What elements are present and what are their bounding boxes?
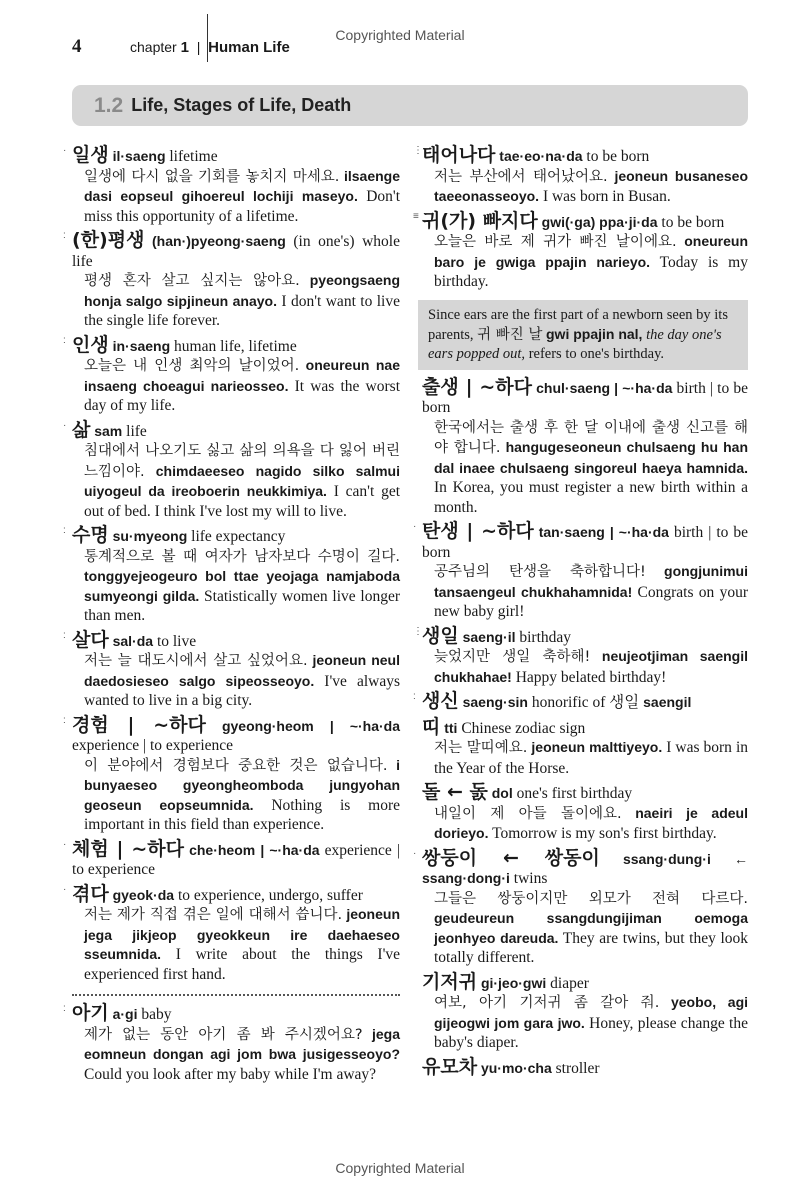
example-translation: I was born in Busan. bbox=[542, 188, 671, 205]
romanization: a·gi bbox=[112, 1006, 138, 1022]
headword: 귀(가) 빠지다 bbox=[422, 209, 538, 232]
romanization: (han·)pyeong·saeng bbox=[152, 233, 286, 249]
chapter-separator: | bbox=[192, 39, 205, 55]
example-romanization: hangugeseoneun chulsaeng hu han dal inaee chulsaeng singoreul haeya hamnida. bbox=[434, 439, 748, 476]
example-sentence bbox=[434, 562, 748, 622]
headword: 생일 bbox=[422, 624, 459, 647]
definition: baby bbox=[141, 1006, 172, 1023]
dictionary-entry bbox=[413, 624, 749, 688]
example-translation: In Korea, you must register a new birth within a month. bbox=[434, 479, 748, 516]
section-number: 1.2 bbox=[94, 93, 124, 117]
example-sentence bbox=[84, 271, 400, 331]
example-translation: I can't get out of bed. I think I've lost my will to live. bbox=[84, 483, 401, 520]
frequency-marker-icon: · bbox=[63, 883, 67, 895]
dictionary-entry bbox=[413, 144, 749, 207]
dictionary-entry bbox=[63, 144, 401, 226]
example-romanization: geudeureun ssangdungijiman oemoga jeonhyeo dareuda. bbox=[434, 910, 748, 946]
chapter-title: Human Life bbox=[208, 39, 290, 56]
definition: honorific of 생일 bbox=[531, 694, 640, 711]
frequency-marker-icon: : bbox=[63, 230, 66, 241]
example-romanization: tonggyejeogeuro bol ttae yeojaga namjaboda sumyeongi gilda. bbox=[84, 568, 400, 604]
example-translation: Tomorrow is my son's first birthday. bbox=[492, 825, 717, 842]
example-romanization: jega eomneun dongan agi jom bwa jusigesseoyo? bbox=[84, 1025, 400, 1062]
romanization: chul·saeng | ~·ha·da bbox=[536, 379, 673, 396]
dictionary-entry bbox=[63, 333, 400, 416]
example-romanization: jeoneun busaneseo taeeonasseoyo. bbox=[434, 167, 749, 204]
dictionary-entry bbox=[63, 882, 400, 985]
dictionary-entry bbox=[422, 970, 749, 1053]
example-romanization: ilsaenge dasi eopseul gihoereul lochiji maseyo. bbox=[84, 167, 401, 204]
section-banner bbox=[72, 85, 748, 126]
definition: birthday bbox=[519, 628, 572, 646]
example-sentence bbox=[84, 356, 400, 416]
romanization: tae·eo·na·da bbox=[499, 148, 583, 164]
frequency-marker-icon: · bbox=[63, 838, 67, 850]
headword: 아기 bbox=[72, 1002, 109, 1024]
example-romanization: gongjunimui tansaengeul chukhahamnida! bbox=[434, 563, 748, 600]
headword: 탄생 | ~하다 bbox=[422, 520, 534, 542]
right-column bbox=[413, 144, 749, 1083]
dictionary-entry bbox=[63, 418, 401, 522]
headword: 수명 bbox=[72, 524, 109, 546]
romanization: tan·saeng | ~·ha·da bbox=[538, 524, 669, 540]
frequency-marker-icon: ⋮ bbox=[413, 625, 423, 637]
romanization: il·saeng bbox=[112, 148, 166, 164]
example-korean: 제가 없는 동안 아기 좀 봐 주시겠어요? bbox=[84, 1026, 363, 1043]
example-translation: Don't miss this opportunity of a lifetime. bbox=[84, 188, 401, 225]
frequency-marker-icon: · bbox=[63, 419, 67, 431]
example-romanization: naeiri je adeul dorieyo. bbox=[434, 804, 749, 841]
example-korean: 이 분야에서 경험보다 중요한 것은 없습니다. bbox=[84, 757, 388, 774]
example-sentence bbox=[434, 647, 748, 687]
romanization: su·myeong bbox=[112, 528, 188, 544]
example-korean: 저는 말띠예요. bbox=[434, 740, 528, 756]
example-translation: I've always wanted to live in a big city. bbox=[84, 672, 400, 709]
romanization: tti bbox=[444, 719, 458, 736]
example-romanization: oneureun nae insaeng choeagui narieosseo. bbox=[84, 357, 400, 394]
headword: 겪다 bbox=[72, 882, 109, 905]
headword: 기저귀 bbox=[422, 970, 478, 993]
example-romanization: oneureun baro je gwiga ppajin narieyo. bbox=[434, 233, 748, 270]
romanization: yu·mo·cha bbox=[480, 1059, 552, 1076]
definition-romanization: saengil bbox=[643, 694, 692, 710]
definition: human life, lifetime bbox=[174, 337, 297, 355]
definition: Chinese zodiac sign bbox=[461, 719, 586, 737]
romanization: sal·da bbox=[112, 632, 154, 649]
example-korean: 저는 늘 대도시에서 살고 싶었어요. bbox=[84, 653, 308, 669]
definition: to live bbox=[156, 632, 197, 650]
example-sentence bbox=[434, 232, 748, 292]
frequency-marker-icon: : bbox=[413, 691, 416, 702]
chapter-label: chapter bbox=[130, 39, 177, 55]
dictionary-entry bbox=[413, 520, 749, 622]
dictionary-entry bbox=[422, 715, 748, 779]
example-translation: Could you look after my baby while I'm away? bbox=[84, 1065, 377, 1083]
example-sentence bbox=[84, 1025, 400, 1085]
dictionary-entry bbox=[413, 209, 748, 292]
romanization: in·saeng bbox=[112, 337, 171, 354]
headword: 경험 | ~하다 bbox=[72, 713, 206, 736]
romanization: ssang·dung·i ← ssang·dong·i bbox=[422, 850, 748, 886]
example-translation: Congrats on your new baby girl! bbox=[434, 583, 748, 620]
note-text: refers to one's birthday. bbox=[528, 345, 665, 362]
running-header bbox=[130, 39, 290, 56]
romanization: saeng·il bbox=[462, 628, 516, 645]
dictionary-entry bbox=[63, 837, 400, 880]
romanization: gwi(·ga) ppa·ji·da bbox=[541, 213, 658, 230]
left-column bbox=[63, 144, 401, 1089]
section-title: Life, Stages of Life, Death bbox=[131, 95, 352, 115]
example-korean: 늦었지만 생일 축하해! bbox=[434, 649, 591, 665]
romanization: sam bbox=[94, 422, 123, 439]
usage-note bbox=[418, 300, 748, 370]
example-translation: Nothing is more important in this field than experience. bbox=[84, 796, 400, 833]
example-romanization: jeoneun neul daedosieseo salgo sipeosseoyo. bbox=[84, 652, 400, 689]
dictionary-entry bbox=[413, 846, 748, 968]
headword: (한)평생 bbox=[72, 229, 145, 251]
copyright-notice-bottom: Copyrighted Material bbox=[335, 1160, 465, 1176]
headword: 살다 bbox=[72, 628, 109, 651]
example-sentence bbox=[84, 167, 400, 227]
frequency-marker-icon: ≡ bbox=[413, 210, 419, 222]
example-romanization: pyeongsaeng honja salgo sipjineun anayo. bbox=[84, 272, 400, 309]
definition: lifetime bbox=[169, 148, 218, 165]
example-korean: 통계적으로 볼 때 여자가 남자보다 수명이 길다. bbox=[84, 548, 400, 565]
example-translation: Statistically women live longer than men. bbox=[84, 587, 401, 624]
definition: experience | to experience bbox=[72, 737, 234, 754]
example-korean: 침대에서 나오기도 싫고 삶의 의욕을 다 잃어 버린 느낌이야. bbox=[84, 443, 400, 480]
copyright-notice-top: Copyrighted Material bbox=[335, 27, 465, 43]
headword: 일생 bbox=[72, 144, 109, 166]
note-italic: the day one's ears popped out, bbox=[428, 326, 722, 362]
example-sentence bbox=[84, 441, 400, 521]
example-sentence bbox=[434, 418, 748, 518]
example-korean: 저는 부산에서 태어났어요. bbox=[434, 168, 608, 185]
example-sentence bbox=[434, 738, 748, 778]
definition: birth | to be born bbox=[422, 379, 748, 416]
romanization: gi·jeo·gwi bbox=[480, 974, 547, 991]
headword: 띠 bbox=[422, 715, 441, 738]
dictionary-entry bbox=[422, 375, 748, 518]
frequency-marker-icon: : bbox=[63, 525, 66, 536]
frequency-marker-icon: · bbox=[413, 847, 417, 859]
dictionary-entry bbox=[422, 783, 748, 844]
dictionary-entry bbox=[63, 524, 401, 626]
example-korean: 오늘은 내 인생 최악의 날이었어. bbox=[84, 358, 300, 374]
example-korean: 일생에 다시 없을 기회를 놓치지 마세요. bbox=[84, 168, 340, 185]
headword: 인생 bbox=[72, 333, 109, 356]
page-number: 4 bbox=[72, 36, 82, 57]
headword: 체험 | ~하다 bbox=[72, 837, 184, 860]
example-translation: It was the worst day of my life. bbox=[84, 377, 400, 414]
example-sentence bbox=[434, 804, 748, 844]
definition: twins bbox=[513, 870, 548, 887]
definition: experience | to experience bbox=[72, 841, 400, 878]
frequency-marker-icon: : bbox=[63, 714, 66, 726]
frequency-marker-icon: · bbox=[413, 521, 417, 532]
frequency-marker-icon: · bbox=[63, 145, 67, 156]
example-romanization: neujeotjiman saengil chukhahae! bbox=[434, 648, 749, 685]
example-romanization: yeobo, agi gijeogwi jom gara jwo. bbox=[434, 994, 749, 1031]
example-sentence bbox=[434, 889, 748, 968]
dictionary-entry bbox=[63, 229, 400, 331]
example-korean: 한국에서는 출생 후 한 달 이내에 출생 신고를 해야 합니다. bbox=[434, 419, 748, 456]
romanization: dol bbox=[491, 785, 513, 801]
headword: 돌 ← 돐 bbox=[422, 781, 488, 803]
note-romanization: gwi ppajin nal, bbox=[546, 325, 643, 342]
definition: to be born bbox=[661, 213, 725, 231]
example-translation: Happy belated birthday! bbox=[515, 668, 667, 686]
headword: 생신 bbox=[422, 690, 459, 712]
example-translation: I don't want to live the single life forever. bbox=[84, 292, 400, 329]
example-sentence bbox=[84, 756, 400, 835]
frequency-marker-icon: : bbox=[63, 334, 66, 346]
definition: life expectancy bbox=[191, 528, 286, 545]
example-korean: 공주님의 탄생을 축하합니다! bbox=[434, 564, 646, 580]
romanization: gyeong·heom | ~·ha·da bbox=[221, 717, 401, 734]
dictionary-entry bbox=[63, 1002, 400, 1084]
example-sentence bbox=[84, 651, 400, 711]
definition: (in one's) whole life bbox=[72, 233, 400, 270]
example-translation: They are twins, but they look totally different. bbox=[434, 929, 748, 966]
definition: life bbox=[126, 422, 147, 440]
example-translation: I write about the things I've experienced first hand. bbox=[84, 946, 400, 983]
example-korean: 그들은 쌍둥이지만 외모가 전혀 다르다. bbox=[434, 890, 748, 907]
romanization: gyeok·da bbox=[112, 886, 175, 903]
example-sentence bbox=[84, 547, 400, 626]
note-text: Since ears are the first part of a newborn seen by its parents, bbox=[428, 306, 728, 343]
definition: stroller bbox=[555, 1059, 600, 1077]
example-korean: 평생 혼자 살고 싶지는 않아요. bbox=[84, 273, 300, 289]
dictionary-entry bbox=[63, 713, 401, 835]
definition: one's first birthday bbox=[516, 785, 633, 802]
dictionary-entry bbox=[413, 690, 748, 713]
definition: diaper bbox=[550, 974, 589, 992]
definition: to experience, undergo, suffer bbox=[177, 886, 363, 904]
romanization: che·heom | ~·ha·da bbox=[189, 841, 320, 858]
headword: 유모차 bbox=[422, 1055, 478, 1078]
headword: 쌍둥이 ← 쌍동이 bbox=[422, 846, 600, 869]
headword: 태어나다 bbox=[422, 144, 496, 166]
frequency-marker-icon: : bbox=[63, 1003, 66, 1014]
example-korean: 오늘은 바로 제 귀가 빠진 날이에요. bbox=[434, 234, 677, 250]
example-korean: 여보, 아기 기저귀 좀 갈아 줘. bbox=[434, 995, 660, 1011]
example-romanization: jeoneun malttiyeyo. bbox=[531, 739, 663, 755]
definition: to be born bbox=[586, 148, 650, 165]
header-rule bbox=[207, 14, 208, 62]
section-divider bbox=[72, 994, 400, 996]
frequency-marker-icon: : bbox=[63, 629, 66, 641]
example-sentence bbox=[434, 167, 748, 207]
example-sentence bbox=[84, 905, 400, 984]
example-romanization: chimdaeeseo nagido silko salmui uiyogeul da ireoboerin neukkimiya. bbox=[84, 462, 400, 499]
example-translation: Today is my birthday. bbox=[434, 253, 748, 290]
example-translation: Honey, please change the baby's diaper. bbox=[434, 1014, 748, 1051]
example-romanization: jeoneun jega jikjeop gyeokkeun ire daehaeseo sseumnida. bbox=[84, 906, 400, 962]
frequency-marker-icon: ⋮ bbox=[413, 145, 423, 156]
example-korean: 저는 제가 직접 겪은 일에 대해서 씁니다. bbox=[84, 907, 343, 923]
definition: birth | to be born bbox=[422, 524, 749, 561]
example-romanization: i bunyaeseo gyeongheomboda jungyohan geoseun eopseumnida. bbox=[84, 756, 401, 813]
romanization: saeng·sin bbox=[462, 694, 528, 710]
example-korean: 내일이 제 아들 돌이에요. bbox=[434, 805, 622, 822]
headword: 출생 | ~하다 bbox=[422, 375, 533, 398]
example-translation: I was born in the Year of the Horse. bbox=[434, 739, 748, 777]
example-sentence bbox=[434, 993, 748, 1053]
dictionary-entry bbox=[63, 628, 400, 711]
note-korean: 귀 빠진 날 bbox=[477, 326, 543, 343]
chapter-number: 1 bbox=[180, 39, 189, 56]
headword: 삶 bbox=[72, 418, 91, 441]
dictionary-entry bbox=[422, 1055, 748, 1079]
